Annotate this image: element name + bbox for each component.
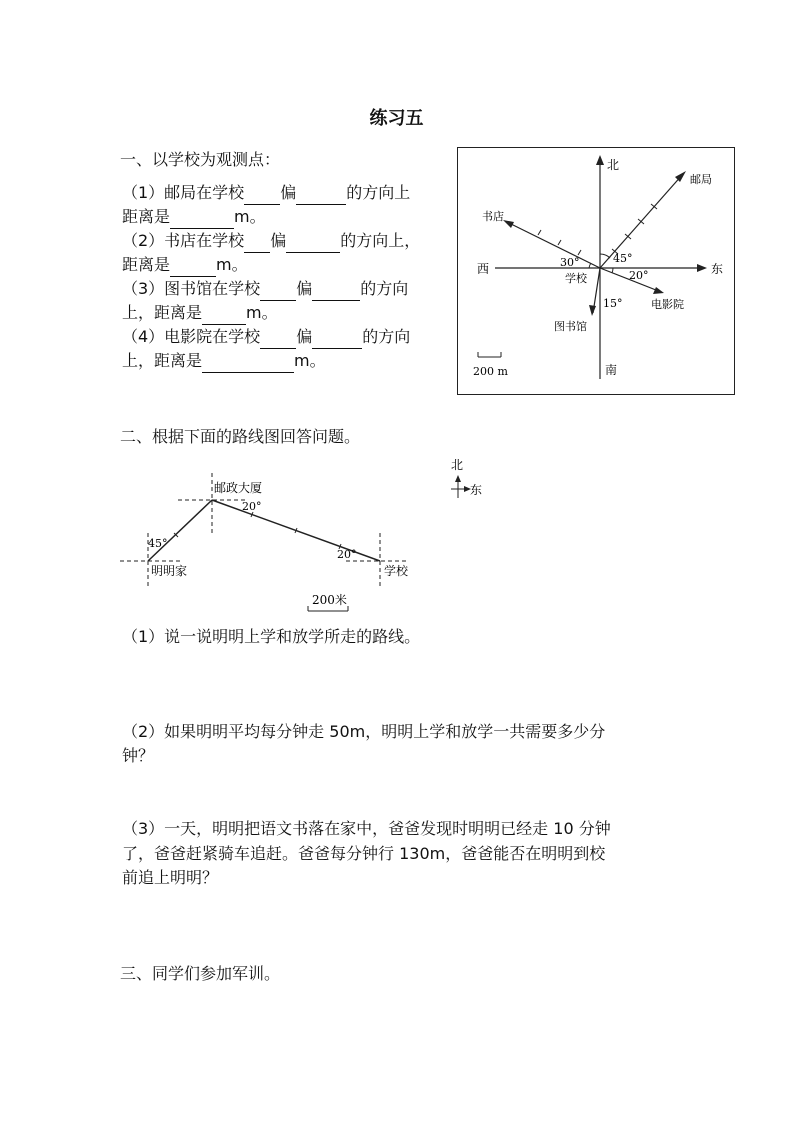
answer-blank[interactable] bbox=[244, 186, 280, 205]
library-label: 图书馆 bbox=[554, 320, 587, 333]
angle-school: 20° bbox=[337, 548, 357, 561]
north-label: 北 bbox=[451, 458, 464, 472]
angle-library: 15° bbox=[603, 297, 623, 310]
answer-blank[interactable] bbox=[260, 330, 296, 349]
east-label: 东 bbox=[711, 262, 724, 276]
answer-blank[interactable] bbox=[170, 210, 234, 229]
section2-heading: 二、根据下面的路线图回答问题。 bbox=[120, 427, 361, 446]
cinema-label: 电影院 bbox=[651, 298, 684, 311]
direction-diagram bbox=[457, 147, 735, 395]
route-diagram bbox=[118, 455, 498, 620]
question-1-2: （2）书店在学校 偏 的方向上， bbox=[122, 229, 420, 253]
school-label: 学校 bbox=[384, 564, 409, 578]
north-arrow-icon bbox=[455, 475, 461, 482]
question-2-2-line1: （2）如果明明平均每分钟走 50m，明明上学和放学一共需要多少分 bbox=[122, 722, 606, 741]
answer-blank[interactable] bbox=[312, 330, 362, 349]
answer-blank[interactable] bbox=[202, 306, 246, 325]
scale-label: 200 m bbox=[473, 365, 508, 378]
post-office-label: 邮局 bbox=[690, 173, 712, 186]
question-1-4: （4）电影院在学校 偏 的方向 bbox=[122, 325, 410, 349]
answer-blank[interactable] bbox=[202, 354, 294, 373]
west-label: 西 bbox=[477, 262, 490, 276]
section3-heading: 三、同学们参加军训。 bbox=[120, 964, 281, 983]
answer-blank[interactable] bbox=[260, 282, 296, 301]
answer-blank[interactable] bbox=[296, 186, 346, 205]
angle-post: 20° bbox=[242, 500, 262, 513]
angle-post-office: 45° bbox=[613, 252, 633, 265]
section1-heading: 一、以学校为观测点： bbox=[120, 150, 281, 169]
question-2-3-line1: （3）一天，明明把语文书落在家中，爸爸发现时明明已经走 10 分钟 bbox=[122, 819, 611, 838]
question-2-1: （1）说一说明明上学和放学所走的路线。 bbox=[122, 627, 421, 646]
school-label: 学校 bbox=[565, 272, 587, 285]
answer-blank[interactable] bbox=[244, 234, 270, 253]
page-title: 练习五 bbox=[369, 108, 424, 129]
north-label: 北 bbox=[607, 158, 620, 172]
home-label: 明明家 bbox=[151, 564, 188, 578]
question-2-3-line3: 前追上明明？ bbox=[122, 868, 219, 887]
angle-cinema: 20° bbox=[629, 269, 649, 282]
bookstore-label: 书店 bbox=[482, 210, 504, 223]
question-1-3: （3）图书馆在学校 偏 的方向 bbox=[122, 277, 408, 301]
scale-label: 200米 bbox=[312, 593, 347, 607]
post-building-label: 邮政大厦 bbox=[214, 481, 263, 495]
angle-bookstore: 30° bbox=[560, 256, 580, 269]
answer-blank[interactable] bbox=[286, 234, 340, 253]
answer-blank[interactable] bbox=[170, 258, 216, 277]
question-2-3-line2: 了，爸爸赶紧骑车追赶。爸爸每分钟行 130m，爸爸能否在明明到校 bbox=[122, 844, 606, 863]
question-1-1: （1）邮局在学校 偏 的方向上 bbox=[122, 181, 410, 205]
angle-home: 45° bbox=[148, 537, 168, 550]
east-label: 东 bbox=[470, 483, 483, 497]
south-label: 南 bbox=[605, 363, 618, 377]
route-home-to-post bbox=[148, 500, 212, 561]
answer-blank[interactable] bbox=[312, 282, 360, 301]
question-2-2-line2: 钟？ bbox=[122, 746, 155, 765]
